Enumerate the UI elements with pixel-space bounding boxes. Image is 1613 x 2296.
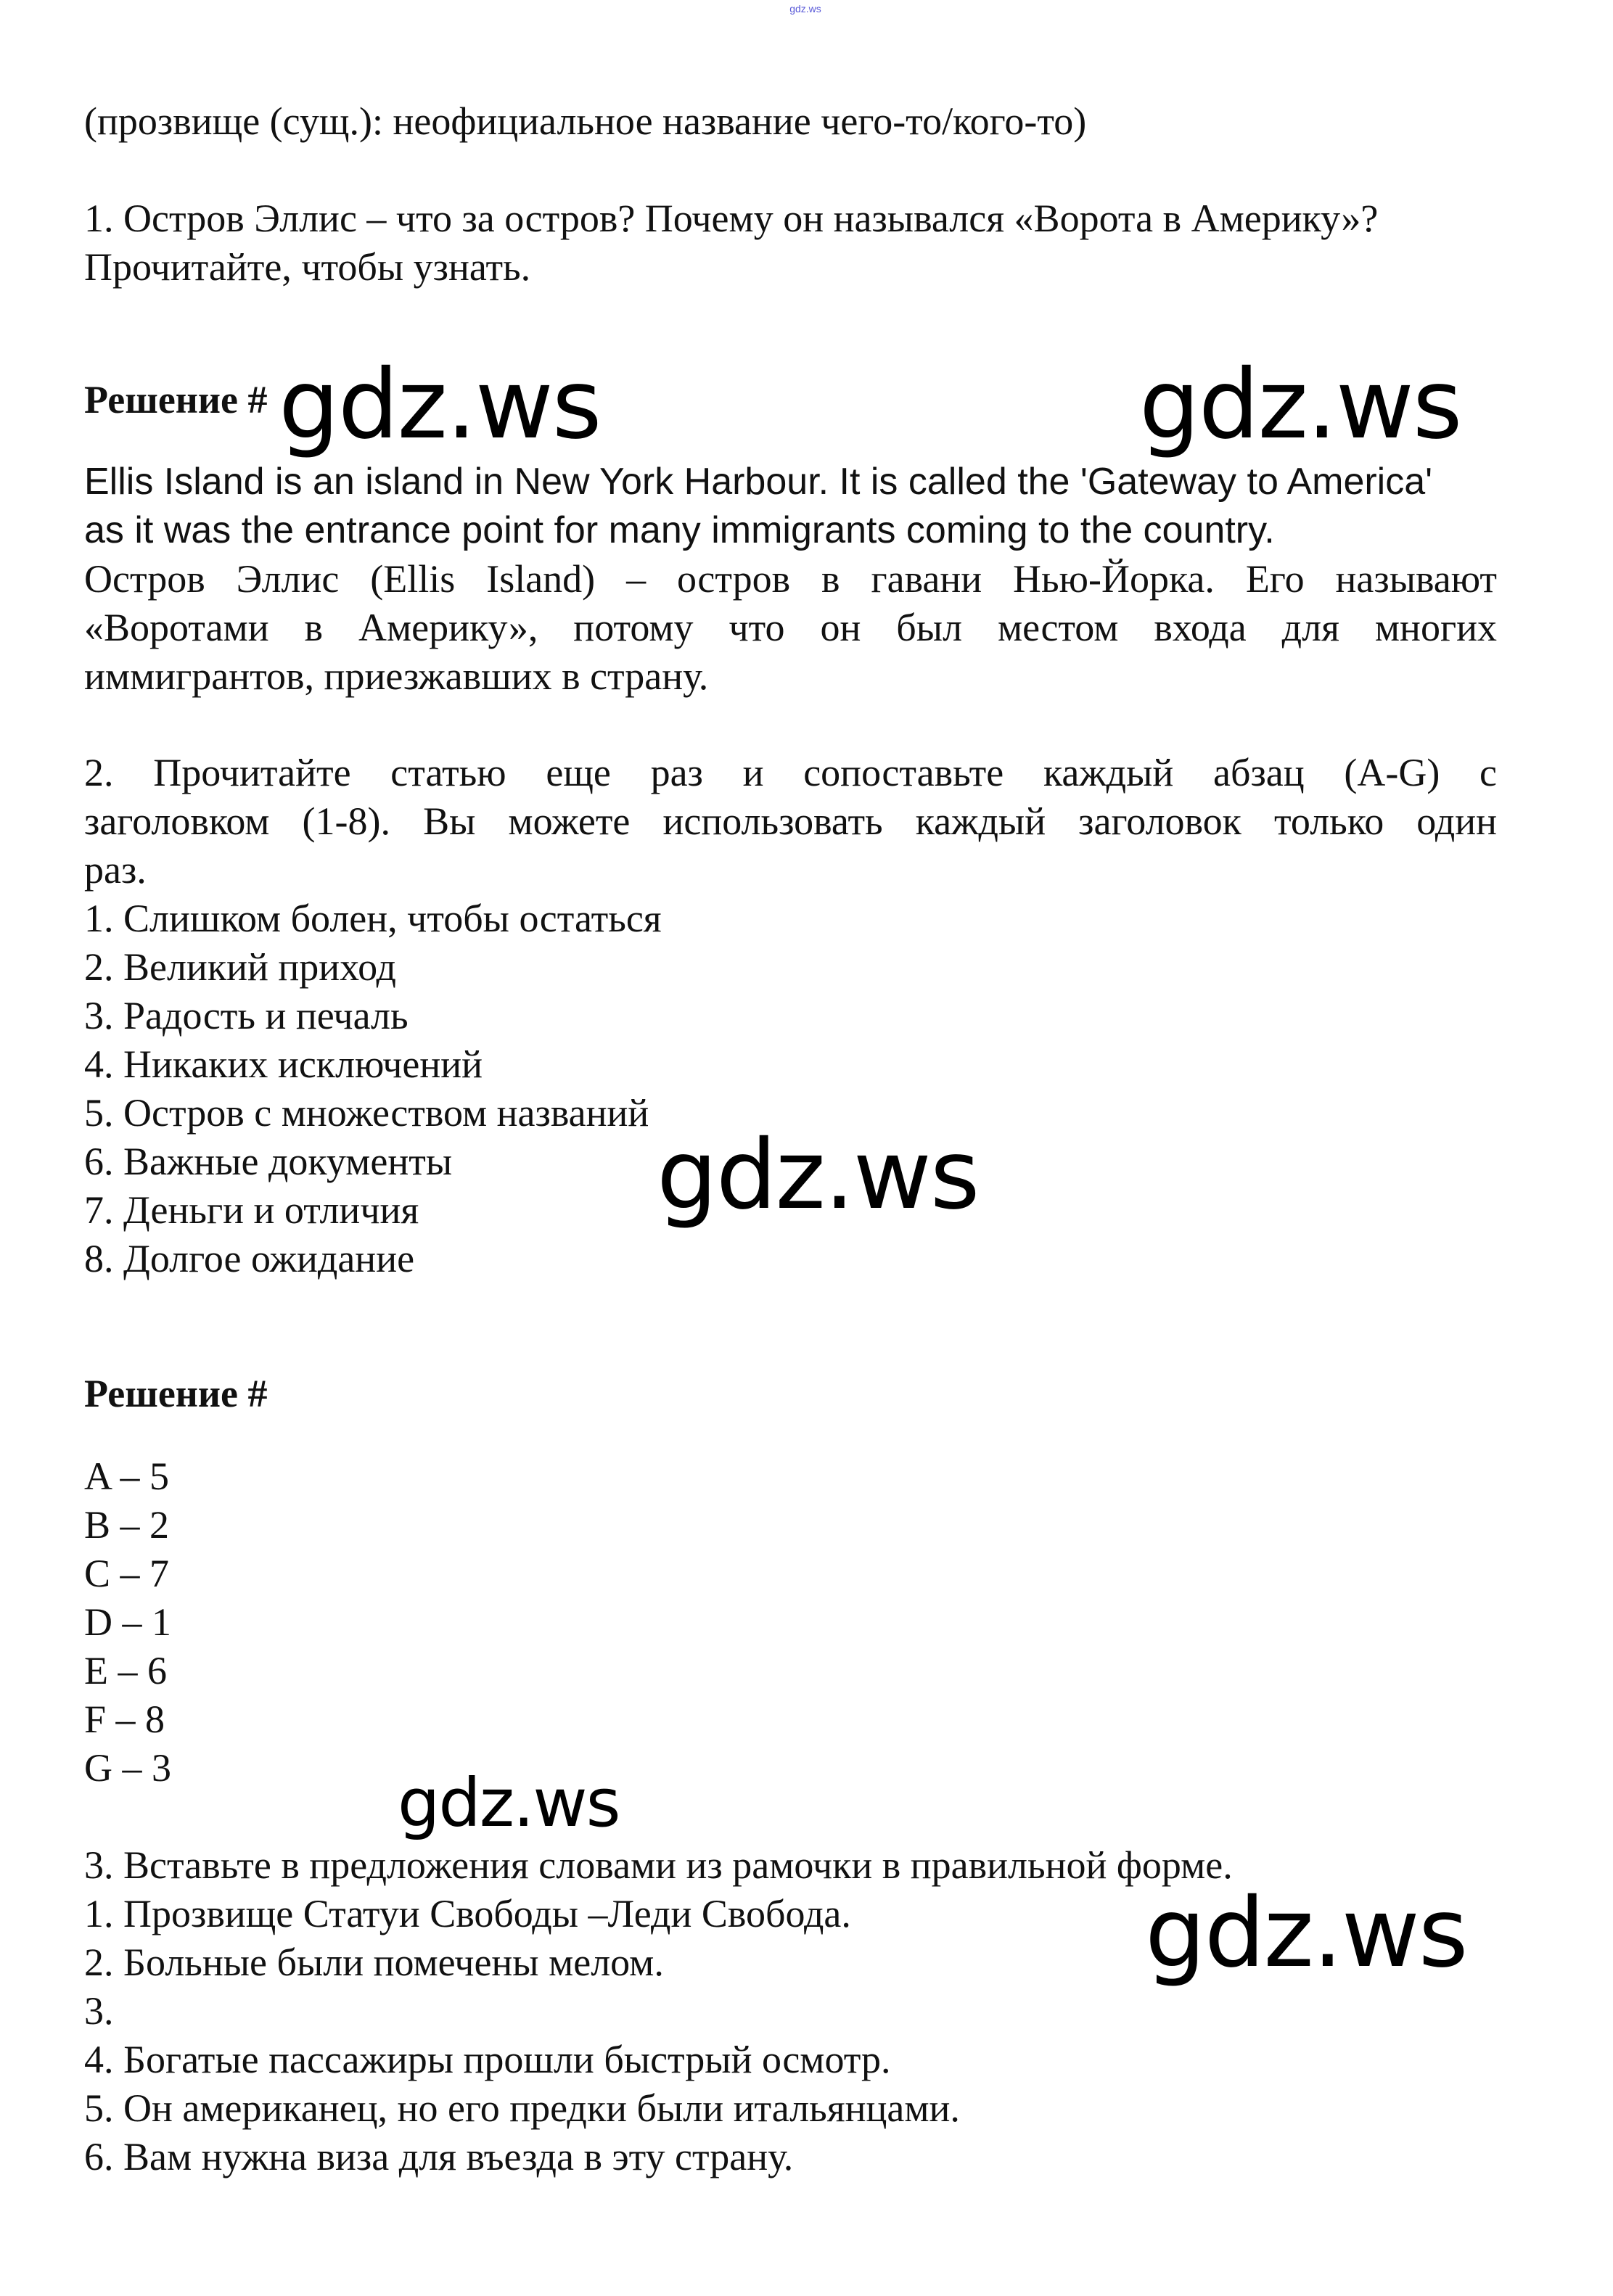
solution1-ru-line1: Остров Эллис (Ellis Island) – остров в гавани Нью-Йорка. Его называют [84, 557, 1497, 601]
watermark-5: gdz.ws [1145, 1877, 1467, 1989]
watermark-4: gdz.ws [398, 1764, 620, 1842]
header-watermark: gdz.ws [789, 3, 821, 15]
solution1-heading: Решение # [84, 378, 268, 421]
heading-item: 4. Никаких исключений [84, 1042, 483, 1086]
task3-item: 1. Прозвище Статуи Свободы –Леди Свобода. [84, 1892, 851, 1935]
heading-item: 5. Остров с множеством названий [84, 1091, 649, 1135]
task3-item: 5. Он американец, но его предки были итальянцами. [84, 2086, 960, 2130]
solution1-ru-line2: «Воротами в Америку», потому что он был местом входа для многих [84, 606, 1497, 649]
heading-item: 2. Великий приход [84, 945, 397, 989]
answer-item: G – 3 [84, 1746, 171, 1790]
task3-item: 4. Богатые пассажиры прошли быстрый осмотр. [84, 2038, 891, 2081]
solution1-ru-line3: иммигрантов, приезжавших в страну. [84, 654, 709, 698]
watermark-2: gdz.ws [1139, 349, 1461, 461]
answer-item: A – 5 [84, 1454, 170, 1498]
heading-item: 6. Важные документы [84, 1140, 453, 1183]
task2-line1: 2. Прочитайте статью еще раз и сопоставьте каждый абзац (A-G) с [84, 751, 1497, 794]
solution2-heading: Решение # [84, 1372, 268, 1415]
task3-title: 3. Вставьте в предложения словами из рамочки в правильной форме. [84, 1843, 1233, 1887]
answer-item: B – 2 [84, 1503, 170, 1547]
solution1-en-line2: as it was the entrance point for many immigrants coming to the country. [84, 509, 1275, 551]
task1-line1: 1. Остров Эллис – что за остров? Почему он назывался «Ворота в Америку»? [84, 197, 1379, 240]
solution1-en-line1: Ellis Island is an island in New York Harbour. It is called the 'Gateway to America' [84, 461, 1433, 503]
task3-item: 3. [84, 1989, 114, 2033]
heading-item: 3. Радость и печаль [84, 994, 409, 1037]
task2-line2: заголовком (1-8). Вы можете использовать каждый заголовок только один [84, 799, 1497, 843]
watermark-1: gdz.ws [279, 349, 601, 461]
task3-item: 6. Вам нужна виза для въезда в эту страну. [84, 2135, 794, 2178]
answer-item: D – 1 [84, 1600, 171, 1644]
heading-item: 8. Долгое ожидание [84, 1237, 415, 1280]
heading-item: 1. Слишком болен, чтобы остаться [84, 897, 662, 940]
heading-item: 7. Деньги и отличия [84, 1188, 419, 1232]
answer-item: E – 6 [84, 1649, 167, 1692]
definition-text: (прозвище (сущ.): неофициальное название чего-то/кого-то) [84, 99, 1087, 143]
watermark-3: gdz.ws [657, 1119, 979, 1231]
answer-item: C – 7 [84, 1552, 170, 1595]
task2-line3: раз. [84, 848, 147, 892]
task1-line2: Прочитайте, чтобы узнать. [84, 245, 531, 289]
answer-item: F – 8 [84, 1698, 165, 1741]
task3-item: 2. Больные были помечены мелом. [84, 1941, 664, 1984]
